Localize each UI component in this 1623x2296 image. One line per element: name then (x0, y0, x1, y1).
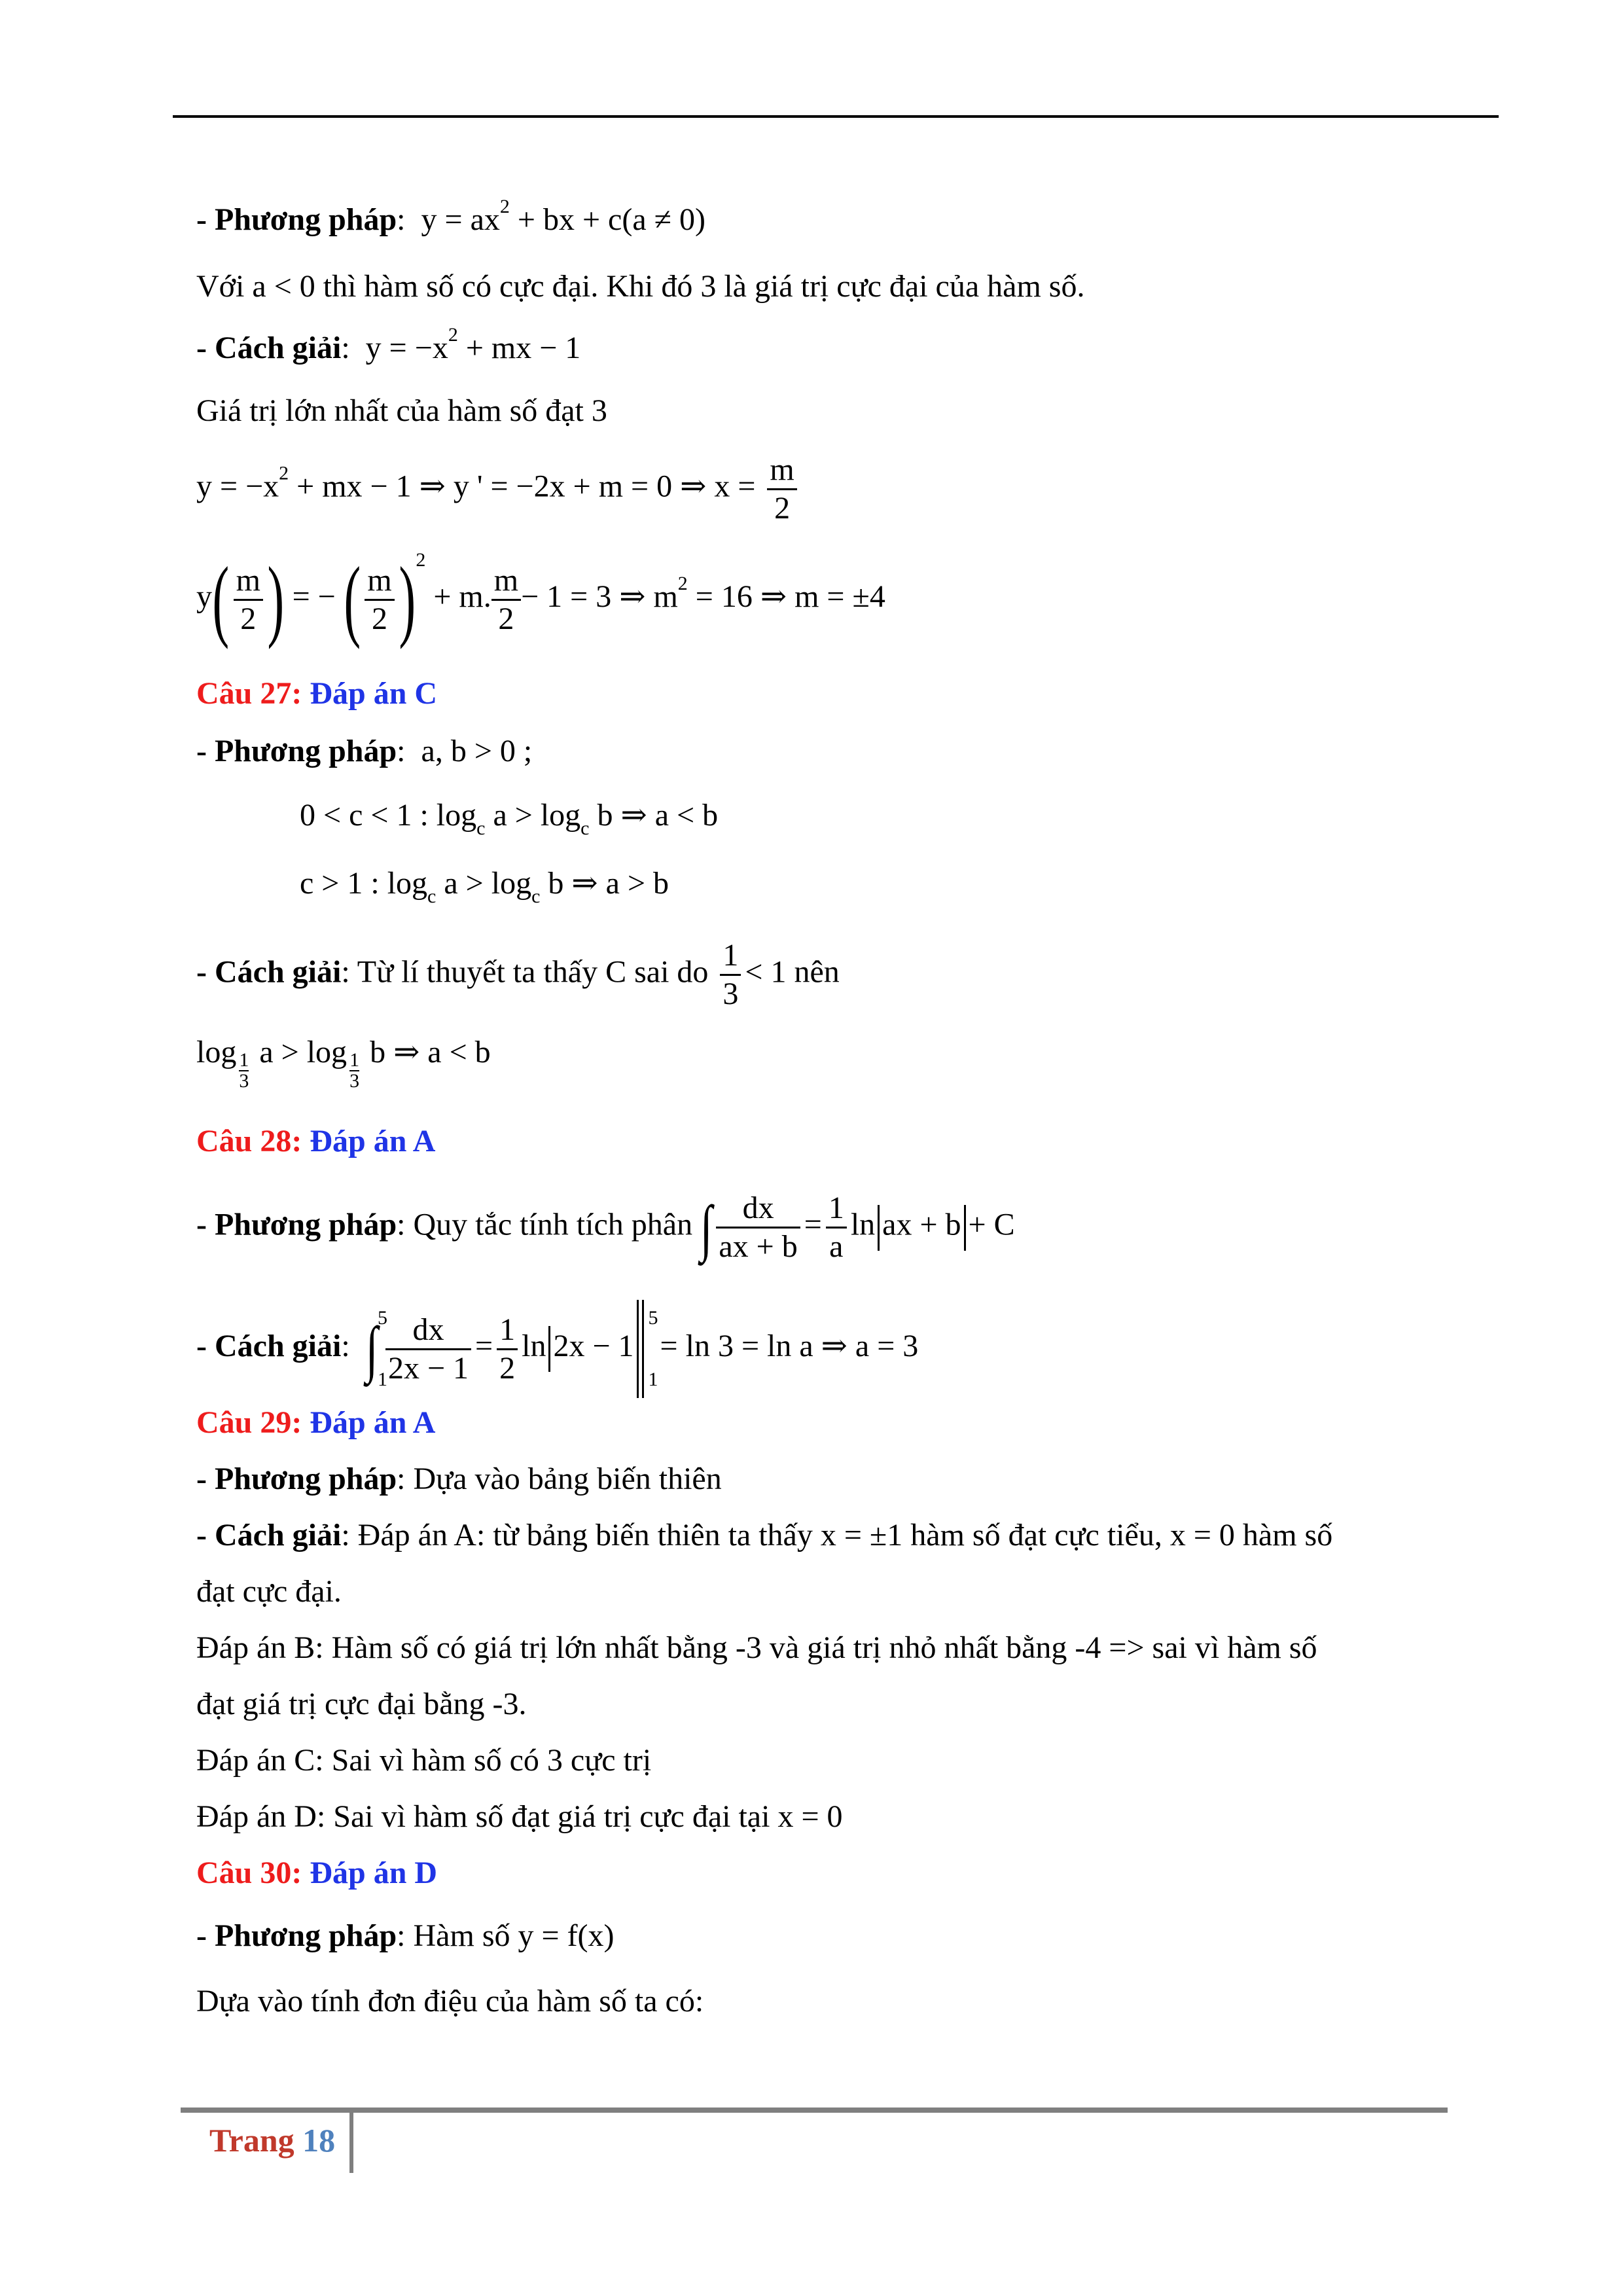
condition-line: c > 1 : $\log_c a > \log_c b$ ⇒ a > b (300, 866, 669, 907)
method-line: - Phương pháp: $y = ax^2$ + bx + c(a ≠ 0) (196, 196, 705, 237)
question-heading-30: Câu 30: Đáp án D (196, 1856, 438, 1890)
text-line: đạt cực đại. (196, 1574, 342, 1609)
answer-d-line: Đáp án D: Sai vì hàm số đạt giá trị cực đại tại x = 0 (196, 1799, 843, 1834)
method-formula: $y = ax^2$ + bx + c(a ≠ 0) (421, 196, 705, 237)
answer-b-line: Đáp án B: Hàm số có giá trị lớn nhất bằng -3 và giá trị nhỏ nhất bằng -4 => sai vì hàm số (196, 1630, 1317, 1665)
solution-line: - Cách giải: $y = -x^2$ + mx − 1 (196, 324, 581, 365)
question-heading-29: Câu 29: Đáp án A (196, 1405, 436, 1440)
text-line: Dựa vào tính đơn điệu của hàm số ta có: (196, 1984, 704, 2018)
footer-rule (181, 2108, 1448, 2113)
fraction: $\frac{m}{2}$ (767, 452, 796, 527)
page-number: Trang 18 (209, 2122, 336, 2159)
method-label: - Phương pháp (196, 202, 397, 237)
method-line: - Phương pháp: Dựa vào bảng biến thiên (196, 1462, 722, 1496)
solution-label: - Cách giải (196, 331, 342, 365)
text-line: Với a < 0 thì hàm số có cực đại. Khi đó 3 là giá trị cực đại của hàm số. (196, 269, 1085, 304)
method-line: - Phương pháp: Hàm số y = f(x) (196, 1918, 615, 1953)
solution-line: - Cách giải: ∫ 5 1 $\frac{dx}{2x - 1}$ = $\frac{1}{2}$ ln 2x − 1 5 1 = ln 3 = ln a ⇒ a = 3 (196, 1300, 918, 1398)
footer-divider (349, 2110, 353, 2173)
log-inequality: log $\frac{1}{3}$ a > log $\frac{1}{3}$ b ⇒ a < b (196, 1035, 491, 1092)
method-line: - Phương pháp: Quy tắc tính tích phân ∫ $\frac{dx}{ax + b}$ = $\frac{1}{a}$ ln ax + b + C (196, 1191, 1015, 1264)
method-line: - Phương pháp: a, b > 0 ; (196, 734, 533, 768)
solution-line: - Cách giải: Đáp án A: từ bảng biến thiên ta thấy x = ±1 hàm số đạt cực tiểu, x = 0 hàm số (196, 1518, 1333, 1552)
equation-derivative: $y = -x^2$ + mx − 1 ⇒ y ' = −2x + m = 0 ⇒ x = $\frac{m}{2}$ (196, 452, 801, 527)
text-line: Giá trị lớn nhất của hàm số đạt 3 (196, 393, 607, 428)
question-heading-28: Câu 28: Đáp án A (196, 1124, 436, 1158)
answer-b-line-2: đạt giá trị cực đại bằng -3. (196, 1687, 527, 1721)
condition-line: 0 < c < 1 : $\log_c a > \log_c b$ ⇒ a < b (300, 798, 719, 839)
solution-line: - Cách giải: Từ lí thuyết ta thấy C sai do $\frac{1}{3}$ < 1 nên (196, 938, 840, 1011)
equation-max-value: y( $\frac{m}{2}$ ) = − ( $\frac{m}{2}$ )$^2$ + m. $\frac{m}{2}$ − 1 = 3 ⇒ $m^2 = 16$ ⇒ m = ±4 (196, 548, 885, 650)
answer-c-line: Đáp án C: Sai vì hàm số có 3 cực trị (196, 1743, 652, 1778)
question-heading-27: Câu 27: Đáp án C (196, 676, 438, 711)
solution-formula: $y = -x^2$ + mx − 1 (365, 324, 581, 365)
